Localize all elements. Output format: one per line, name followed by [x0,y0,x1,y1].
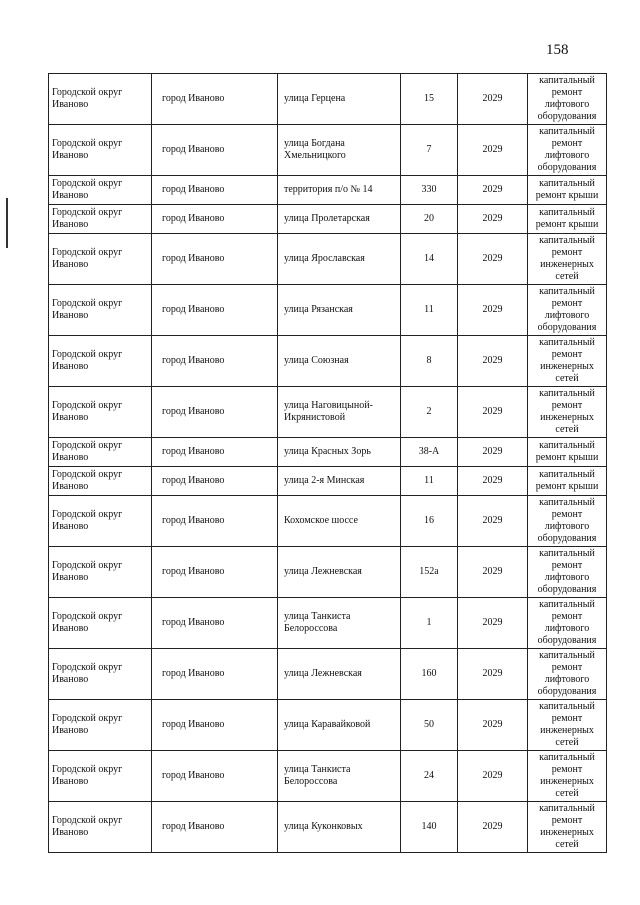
city-cell: город Иваново [152,598,278,649]
house-number-cell: 16 [401,496,458,547]
year-cell: 2029 [458,387,528,438]
house-number-cell: 15 [401,74,458,125]
year-cell: 2029 [458,438,528,467]
year-cell: 2029 [458,751,528,802]
city-cell: город Иваново [152,74,278,125]
city-cell: город Иваново [152,205,278,234]
work-type-cell: капитальный ремонт лифтового оборудования [528,496,607,547]
district-cell: Городской округ Иваново [49,285,152,336]
street-cell: улица Танкиста Белороссова [278,751,401,802]
table-row [49,700,607,751]
house-number-cell: 7 [401,125,458,176]
table-row [49,234,607,285]
house-number-cell: 38-А [401,438,458,467]
work-type-cell: капитальный ремонт крыши [528,467,607,496]
work-type-cell: капитальный ремонт инженерных сетей [528,387,607,438]
work-type-cell: капитальный ремонт лифтового оборудования [528,74,607,125]
work-type-cell: капитальный ремонт лифтового оборудования [528,598,607,649]
house-number-cell: 2 [401,387,458,438]
year-cell: 2029 [458,176,528,205]
house-number-cell: 14 [401,234,458,285]
year-cell: 2029 [458,467,528,496]
table-row [49,438,607,467]
year-cell: 2029 [458,205,528,234]
work-type-cell: капитальный ремонт инженерных сетей [528,700,607,751]
table-row [49,802,607,853]
house-number-cell: 11 [401,285,458,336]
district-cell: Городской округ Иваново [49,387,152,438]
house-number-cell: 330 [401,176,458,205]
table-row [49,387,607,438]
district-cell: Городской округ Иваново [49,802,152,853]
table-row [49,547,607,598]
year-cell: 2029 [458,598,528,649]
street-cell: улица Наговицыной-Икрянистовой [278,387,401,438]
house-number-cell: 140 [401,802,458,853]
page-number: 158 [546,42,569,58]
table-row [49,598,607,649]
work-type-cell: капитальный ремонт инженерных сетей [528,802,607,853]
table-row [49,336,607,387]
district-cell: Городской округ Иваново [49,467,152,496]
district-cell: Городской округ Иваново [49,496,152,547]
city-cell: город Иваново [152,802,278,853]
city-cell: город Иваново [152,496,278,547]
year-cell: 2029 [458,802,528,853]
street-cell: улица 2-я Минская [278,467,401,496]
year-cell: 2029 [458,74,528,125]
street-cell: улица Танкиста Белороссова [278,598,401,649]
street-cell: Кохомское шоссе [278,496,401,547]
table-row [49,205,607,234]
table-row [49,649,607,700]
house-number-cell: 8 [401,336,458,387]
year-cell: 2029 [458,285,528,336]
district-cell: Городской округ Иваново [49,205,152,234]
street-cell: улица Ярославская [278,234,401,285]
margin-mark [6,198,8,248]
table-row [49,285,607,336]
work-type-cell: капитальный ремонт лифтового оборудования [528,649,607,700]
work-type-cell: капитальный ремонт крыши [528,205,607,234]
city-cell: город Иваново [152,387,278,438]
street-cell: улица Красных Зорь [278,438,401,467]
street-cell: улица Герцена [278,74,401,125]
city-cell: город Иваново [152,234,278,285]
table-row [49,74,607,125]
year-cell: 2029 [458,700,528,751]
table-row [49,496,607,547]
city-cell: город Иваново [152,547,278,598]
house-number-cell: 11 [401,467,458,496]
work-type-cell: капитальный ремонт крыши [528,176,607,205]
city-cell: город Иваново [152,285,278,336]
work-type-cell: капитальный ремонт крыши [528,438,607,467]
work-type-cell: капитальный ремонт инженерных сетей [528,336,607,387]
repair-schedule-table [48,73,607,853]
city-cell: город Иваново [152,438,278,467]
city-cell: город Иваново [152,176,278,205]
district-cell: Городской округ Иваново [49,751,152,802]
street-cell: улица Куконковых [278,802,401,853]
street-cell: улица Богдана Хмельницкого [278,125,401,176]
work-type-cell: капитальный ремонт инженерных сетей [528,751,607,802]
city-cell: город Иваново [152,125,278,176]
table-row [49,176,607,205]
work-type-cell: капитальный ремонт лифтового оборудования [528,125,607,176]
table-row [49,467,607,496]
street-cell: улица Лежневская [278,547,401,598]
house-number-cell: 50 [401,700,458,751]
city-cell: город Иваново [152,751,278,802]
house-number-cell: 1 [401,598,458,649]
house-number-cell: 152а [401,547,458,598]
work-type-cell: капитальный ремонт инженерных сетей [528,234,607,285]
year-cell: 2029 [458,125,528,176]
district-cell: Городской округ Иваново [49,598,152,649]
house-number-cell: 20 [401,205,458,234]
street-cell: улица Пролетарская [278,205,401,234]
city-cell: город Иваново [152,336,278,387]
street-cell: улица Каравайковой [278,700,401,751]
year-cell: 2029 [458,649,528,700]
year-cell: 2029 [458,547,528,598]
district-cell: Городской округ Иваново [49,336,152,387]
district-cell: Городской округ Иваново [49,234,152,285]
city-cell: город Иваново [152,649,278,700]
district-cell: Городской округ Иваново [49,74,152,125]
district-cell: Городской округ Иваново [49,649,152,700]
table-row [49,751,607,802]
year-cell: 2029 [458,234,528,285]
street-cell: территория п/о № 14 [278,176,401,205]
table-row [49,125,607,176]
work-type-cell: капитальный ремонт лифтового оборудования [528,547,607,598]
district-cell: Городской округ Иваново [49,176,152,205]
district-cell: Городской округ Иваново [49,547,152,598]
year-cell: 2029 [458,336,528,387]
city-cell: город Иваново [152,700,278,751]
street-cell: улица Союзная [278,336,401,387]
street-cell: улица Рязанская [278,285,401,336]
year-cell: 2029 [458,496,528,547]
work-type-cell: капитальный ремонт лифтового оборудования [528,285,607,336]
house-number-cell: 24 [401,751,458,802]
district-cell: Городской округ Иваново [49,125,152,176]
district-cell: Городской округ Иваново [49,700,152,751]
house-number-cell: 160 [401,649,458,700]
district-cell: Городской округ Иваново [49,438,152,467]
street-cell: улица Лежневская [278,649,401,700]
city-cell: город Иваново [152,467,278,496]
